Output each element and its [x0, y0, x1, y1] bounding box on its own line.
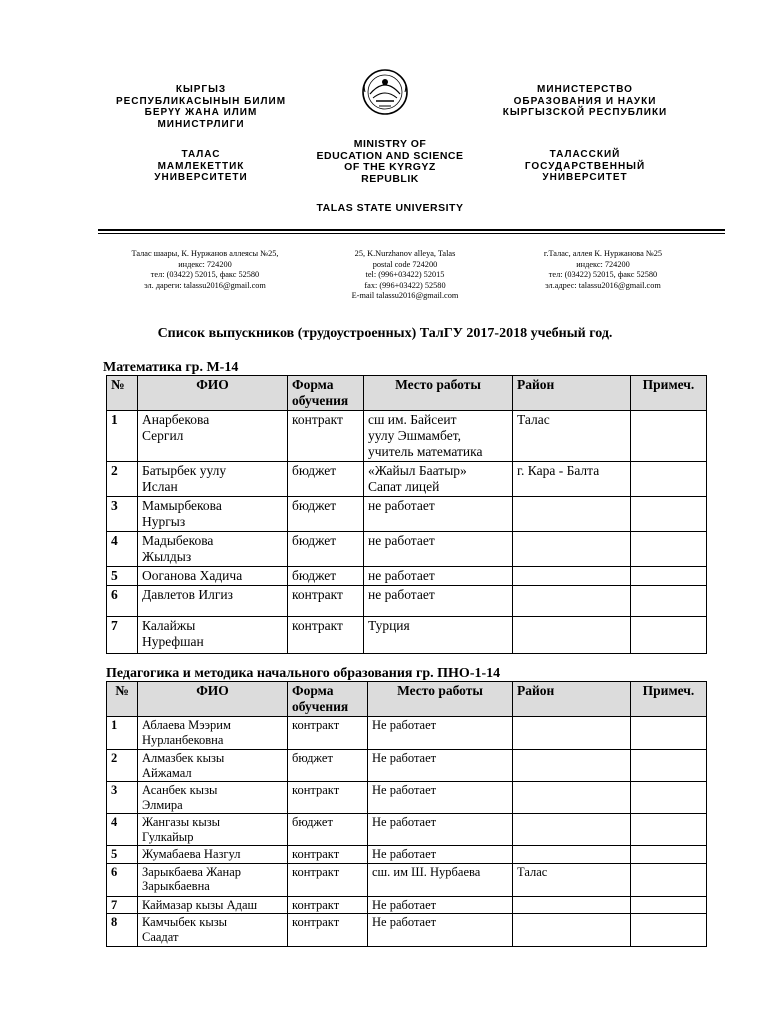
cell-name — [138, 896, 288, 914]
cell-note — [631, 411, 707, 462]
row-number: 5 — [107, 567, 138, 586]
cell-note — [631, 863, 707, 896]
cell-form: контракт — [288, 411, 364, 462]
cell-note — [631, 750, 707, 782]
address-line: г.Талас, аллея К. Нуржанова №25 — [543, 249, 663, 258]
cell-form: контракт — [288, 896, 368, 914]
column-header: Форма обучения — [288, 376, 364, 411]
cell-form: контракт — [288, 846, 368, 864]
cell-district: Талас — [513, 863, 631, 896]
cell-name — [138, 846, 288, 864]
cell-district — [513, 497, 631, 532]
header-center-line: EDUCATION AND SCIENCE — [316, 149, 464, 162]
cell-name — [138, 411, 288, 462]
cell-form: бюджет — [288, 567, 364, 586]
cell-workplace — [368, 896, 513, 914]
cell-name — [138, 617, 288, 654]
cell-district — [513, 717, 631, 750]
column-header: № — [107, 682, 138, 717]
table-row — [107, 462, 707, 497]
row-number: 8 — [107, 914, 138, 947]
cell-line: Не работает — [372, 718, 437, 732]
section-heading: Педагогика и методика начального образования гр. ПНО-1-14 — [106, 666, 501, 681]
cell-line: Калайжы — [142, 618, 196, 633]
header-right-line: ГОСУДАРСТВЕННЫЙ — [524, 160, 646, 172]
address-line: индекс: 724200 — [576, 259, 630, 269]
cell-line: Батырбек уулу — [142, 463, 227, 478]
header-left-line: РЕСПУБЛИКАСЫНЫН БИЛИМ — [115, 95, 287, 107]
address-line: tel: (996+03422) 52015 — [365, 270, 445, 279]
cell-line: Жумабаева Назгул — [142, 847, 241, 861]
cell-workplace — [364, 411, 513, 462]
column-header: Примеч. — [631, 376, 707, 411]
cell-form: контракт — [288, 617, 364, 654]
table-header-row — [107, 376, 707, 411]
header-center-line: OF THE KYRGYZ — [344, 161, 436, 173]
header-right-line: МИНИСТЕРСТВО — [537, 84, 633, 95]
cell-form: контракт — [288, 863, 368, 896]
header-right-line: ОБРАЗОВАНИЯ И НАУКИ — [513, 95, 657, 107]
cell-district — [513, 896, 631, 914]
address-line: Талас шаары, К. Нуржанов аллеясы №25, — [131, 249, 279, 258]
cell-workplace — [368, 717, 513, 750]
column-header: Район — [513, 682, 631, 717]
cell-line: Гулкайыр — [142, 829, 194, 844]
graduates-table — [106, 375, 707, 654]
address-right — [498, 249, 708, 291]
cell-note — [631, 532, 707, 567]
cell-note — [631, 717, 707, 750]
cell-line: Турция — [368, 618, 410, 633]
cell-district — [513, 617, 631, 654]
cell-workplace — [364, 497, 513, 532]
column-header: Форма обучения — [288, 682, 368, 717]
cell-line: Зарыкбаева Жанар — [142, 864, 242, 879]
table-row — [107, 586, 707, 617]
address-line: тел: (03422) 52015, факс 52580 — [150, 270, 260, 279]
cell-line: не работает — [368, 587, 435, 602]
address-line: индекс: 724200 — [178, 259, 232, 269]
address-line: эл. дареги: talassu2016@gmail.com — [144, 280, 266, 290]
cell-line: Саадат — [142, 929, 179, 944]
row-number: 3 — [107, 782, 138, 814]
header-left-line: КЫРГЫЗ — [175, 84, 227, 95]
column-header: Примеч. — [631, 682, 707, 717]
cell-line: Давлетов Илгиз — [142, 587, 233, 602]
cell-line: сш. им Ш. Нурбаева — [372, 864, 481, 879]
cell-line: Жылдыз — [142, 549, 192, 564]
cell-line: Аблаева Мээрим — [142, 718, 231, 732]
cell-note — [631, 617, 707, 654]
cell-line: Нурланбековна — [142, 732, 224, 747]
row-number: 1 — [107, 717, 138, 750]
cell-workplace — [364, 567, 513, 586]
table-row — [107, 846, 707, 864]
cell-note — [631, 914, 707, 947]
cell-form: контракт — [288, 914, 368, 947]
header-center-line: REPUBLIK — [361, 172, 419, 185]
header-left-block — [96, 84, 306, 130]
cell-name — [138, 497, 288, 532]
header-left-line: ТАЛАС — [181, 149, 221, 160]
cell-form: контракт — [288, 782, 368, 814]
table-row — [107, 411, 707, 462]
cell-form: бюджет — [288, 497, 364, 532]
cell-line: «Жайыл Баатыр» — [368, 463, 467, 478]
kyrgyz-emblem-icon — [356, 68, 414, 116]
table-header-row — [107, 682, 707, 717]
address-line: 25, K.Nurzhanov alleya, Talas — [354, 249, 456, 258]
address-line: postal code 724200 — [372, 259, 438, 269]
cell-name — [138, 586, 288, 617]
cell-line: Зарыкбаевна — [142, 879, 210, 893]
cell-line: Алмазбек кызы — [142, 751, 225, 765]
cell-form: бюджет — [288, 750, 368, 782]
cell-district — [513, 532, 631, 567]
cell-line: Анарбекова — [142, 412, 210, 427]
header-center-line: TALAS STATE UNIVERSITY — [316, 202, 464, 214]
cell-district: г. Кара - Балта — [513, 462, 631, 497]
cell-name — [138, 814, 288, 846]
cell-workplace — [368, 863, 513, 896]
cell-line: Айжамал — [142, 765, 192, 780]
cell-line: сш им. Байсеит — [368, 412, 457, 427]
table-row — [107, 896, 707, 914]
row-number: 2 — [107, 750, 138, 782]
table-row — [107, 717, 707, 750]
table-row — [107, 863, 707, 896]
column-header: ФИО — [138, 376, 288, 411]
header-left-university — [96, 149, 306, 184]
header-center-block — [290, 139, 490, 185]
cell-district — [513, 914, 631, 947]
header-right-line: УНИВЕРСИТЕТ — [542, 172, 628, 183]
header-left-line: УНИВЕРСИТЕТИ — [154, 172, 248, 183]
cell-name — [138, 914, 288, 947]
header-rule-thick — [98, 229, 725, 231]
column-header: Место работы — [368, 682, 513, 717]
cell-note — [631, 846, 707, 864]
cell-name — [138, 567, 288, 586]
cell-form: бюджет — [288, 532, 364, 567]
cell-workplace — [364, 462, 513, 497]
table-body — [107, 717, 707, 947]
header-center-line: MINISTRY OF — [353, 138, 427, 150]
cell-form: контракт — [288, 586, 364, 617]
cell-workplace — [364, 586, 513, 617]
cell-line: не работает — [368, 568, 435, 583]
cell-workplace — [368, 846, 513, 864]
cell-note — [631, 462, 707, 497]
table-row — [107, 617, 707, 654]
row-number: 6 — [107, 586, 138, 617]
cell-line: Мамырбекова — [142, 498, 222, 513]
cell-workplace — [368, 782, 513, 814]
row-number: 5 — [107, 846, 138, 864]
header-center-university — [290, 203, 490, 215]
cell-line: Нурефшан — [142, 634, 204, 649]
cell-line: Каймазар кызы Адаш — [142, 897, 258, 912]
cell-workplace — [368, 814, 513, 846]
cell-district — [513, 567, 631, 586]
section-heading: Математика гр. М-14 — [103, 360, 239, 375]
cell-line: Не работает — [372, 751, 437, 765]
table-row — [107, 497, 707, 532]
row-number: 7 — [107, 896, 138, 914]
header-right-block — [480, 84, 690, 119]
cell-line: Не работает — [372, 915, 437, 929]
address-line: fax: (996+03422) 52580 — [364, 280, 446, 290]
column-header: Место работы — [364, 376, 513, 411]
cell-note — [631, 814, 707, 846]
cell-line: не работает — [368, 533, 435, 548]
cell-line: Сапат лицей — [368, 479, 440, 494]
cell-note — [631, 782, 707, 814]
cell-line: не работает — [368, 498, 435, 513]
cell-line: Асанбек кызы — [142, 783, 218, 797]
row-number: 4 — [107, 532, 138, 567]
cell-form: контракт — [288, 717, 368, 750]
header-left-line: МАМЛЕКЕТТИК — [157, 160, 245, 172]
cell-line: Не работает — [372, 815, 437, 829]
cell-workplace — [368, 914, 513, 947]
cell-name — [138, 462, 288, 497]
cell-district — [513, 586, 631, 617]
cell-workplace — [364, 532, 513, 567]
column-header: ФИО — [138, 682, 288, 717]
cell-line: Нургыз — [142, 514, 186, 529]
cell-district — [513, 814, 631, 846]
row-number: 2 — [107, 462, 138, 497]
cell-district — [513, 782, 631, 814]
cell-line: Ооганова Хадича — [142, 568, 243, 583]
table-row — [107, 782, 707, 814]
cell-line: Не работает — [372, 847, 437, 861]
cell-line: Ислан — [142, 479, 178, 494]
cell-line: Камчыбек кызы — [142, 915, 228, 929]
cell-line: Элмира — [142, 797, 183, 812]
table-row — [107, 567, 707, 586]
cell-note — [631, 586, 707, 617]
cell-name — [138, 717, 288, 750]
cell-line: Сергил — [142, 428, 184, 443]
cell-line: Не работает — [372, 783, 437, 797]
cell-workplace — [368, 750, 513, 782]
address-left — [100, 249, 310, 291]
cell-form: бюджет — [288, 814, 368, 846]
address-line: E-mail talassu2016@gmail.com — [351, 291, 459, 300]
cell-line: уулу Эшмамбет, — [368, 428, 462, 443]
cell-line: Не работает — [372, 897, 437, 912]
table-row — [107, 814, 707, 846]
cell-line: Мадыбекова — [142, 533, 214, 548]
cell-note — [631, 497, 707, 532]
row-number: 1 — [107, 411, 138, 462]
cell-name — [138, 750, 288, 782]
cell-line: Жангазы кызы — [142, 815, 221, 829]
header-right-university — [480, 149, 690, 184]
header-right-line: КЫРГЫЗСКОЙ РЕСПУБЛИКИ — [502, 107, 668, 118]
table-row — [107, 750, 707, 782]
table-row — [107, 532, 707, 567]
table-row — [107, 914, 707, 947]
cell-district: Талас — [513, 411, 631, 462]
header-right-line: ТАЛАССКИЙ — [549, 149, 621, 160]
row-number: 4 — [107, 814, 138, 846]
row-number: 6 — [107, 863, 138, 896]
header-rule-thin — [98, 233, 725, 234]
address-center — [300, 249, 510, 302]
header-left-line: МИНИСТРЛИГИ — [157, 118, 245, 130]
cell-district — [513, 750, 631, 782]
address-line: эл.адрес: talassu2016@gmail.com — [545, 280, 661, 290]
cell-district — [513, 846, 631, 864]
row-number: 7 — [107, 617, 138, 654]
column-header: № — [107, 376, 138, 411]
cell-name — [138, 782, 288, 814]
graduates-table — [106, 681, 707, 947]
cell-note — [631, 896, 707, 914]
cell-name — [138, 532, 288, 567]
cell-form: бюджет — [288, 462, 364, 497]
table-body — [107, 411, 707, 654]
cell-workplace — [364, 617, 513, 654]
cell-note — [631, 567, 707, 586]
row-number: 3 — [107, 497, 138, 532]
address-line: тел: (03422) 52015, факс 52580 — [548, 270, 658, 279]
cell-name — [138, 863, 288, 896]
cell-line: учитель математика — [368, 444, 483, 459]
document-title: Список выпускников (трудоустроенных) ТалГУ 2017-2018 учебный год. — [157, 326, 613, 341]
header-left-line: БЕРҮҮ ЖАНА ИЛИМ — [144, 107, 258, 118]
column-header: Район — [513, 376, 631, 411]
